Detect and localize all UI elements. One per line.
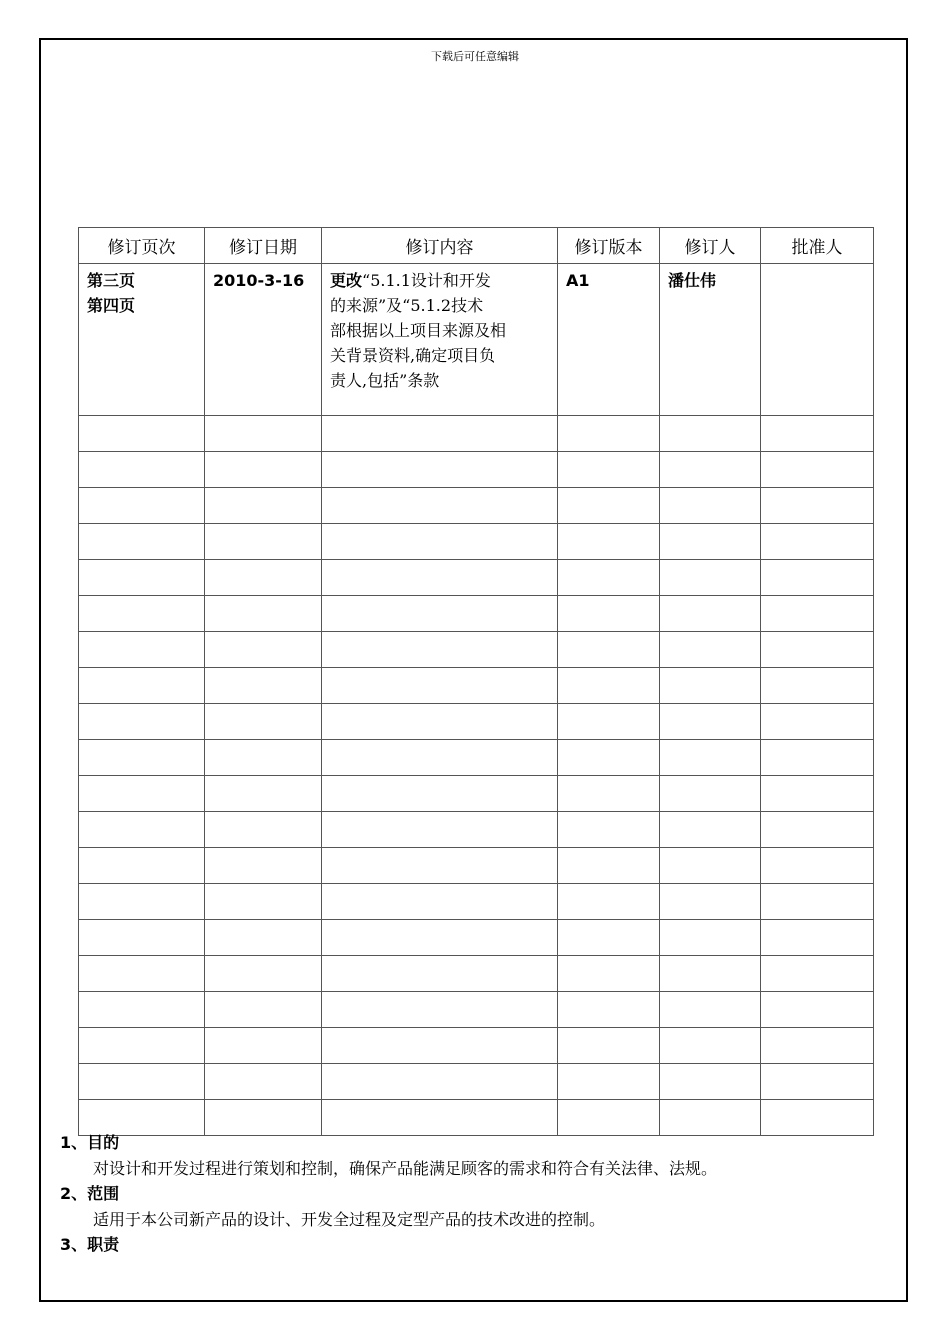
col-header-date: 修订日期 — [205, 228, 322, 264]
table-cell-empty — [558, 1100, 660, 1136]
table-cell-empty — [322, 596, 558, 632]
cell-reviser — [660, 264, 761, 416]
col-header-version: 修订版本 — [558, 228, 660, 264]
cell-version — [558, 264, 660, 416]
content-line: 的来源”及“5.1.2技术 — [330, 296, 484, 315]
table-cell-empty — [761, 560, 874, 596]
table-cell-empty — [322, 884, 558, 920]
col-header-approver: 批准人 — [761, 228, 874, 264]
section-body-purpose: 对设计和开发过程进行策划和控制，确保产品能满足顾客的需求和符合有关法律、法规。 — [93, 1159, 718, 1178]
table-cell-empty — [79, 632, 205, 668]
table-cell-empty — [205, 452, 322, 488]
revision-version: A1 — [566, 271, 590, 290]
table-cell-empty — [660, 884, 761, 920]
table-cell-empty — [322, 524, 558, 560]
table-cell-empty — [660, 668, 761, 704]
table-cell-empty — [205, 1028, 322, 1064]
cell-content — [322, 264, 558, 416]
content-text: “5.1.1设计和开发 — [362, 271, 491, 290]
table-cell-empty — [660, 740, 761, 776]
table-cell-empty — [79, 884, 205, 920]
table-cell-empty — [322, 488, 558, 524]
header-note: 下载后可任意编辑 — [431, 50, 519, 63]
table-cell-empty — [79, 704, 205, 740]
content-line: 关背景资料,确定项目负 — [330, 346, 496, 365]
table-cell-empty — [79, 488, 205, 524]
table-cell-empty — [205, 668, 322, 704]
table-row-empty — [79, 956, 874, 992]
table-cell-empty — [660, 1100, 761, 1136]
table-cell-empty — [660, 812, 761, 848]
table-cell-empty — [322, 956, 558, 992]
table-cell-empty — [761, 668, 874, 704]
table-cell-empty — [558, 848, 660, 884]
table-cell-empty — [558, 956, 660, 992]
table-cell-empty — [761, 632, 874, 668]
table-row-empty — [79, 776, 874, 812]
table-row-empty — [79, 632, 874, 668]
content-line — [330, 268, 549, 293]
table-cell-empty — [79, 776, 205, 812]
table-cell-empty — [558, 416, 660, 452]
table-row-empty — [79, 704, 874, 740]
table-cell-empty — [761, 596, 874, 632]
table-cell-empty — [660, 704, 761, 740]
table-cell-empty — [79, 524, 205, 560]
table-cell-empty — [761, 956, 874, 992]
table-cell-empty — [660, 452, 761, 488]
table-cell-empty — [558, 668, 660, 704]
table-cell-empty — [79, 920, 205, 956]
table-row-empty — [79, 884, 874, 920]
table-cell-empty — [322, 1100, 558, 1136]
table-cell-empty — [761, 920, 874, 956]
table-cell-empty — [660, 416, 761, 452]
table-cell-empty — [761, 452, 874, 488]
section-title-responsibility: 3、职责 — [60, 1235, 120, 1254]
content-line: 责人,包括”条款 — [330, 371, 440, 390]
table-cell-empty — [79, 452, 205, 488]
table-cell-empty — [79, 668, 205, 704]
table-cell-empty — [205, 524, 322, 560]
table-cell-empty — [761, 776, 874, 812]
col-header-reviser: 修订人 — [660, 228, 761, 264]
table-cell-empty — [761, 848, 874, 884]
table-cell-empty — [558, 632, 660, 668]
section-body-scope: 适用于本公司新产品的设计、开发全过程及定型产品的技术改进的控制。 — [93, 1210, 606, 1229]
table-row-empty — [79, 596, 874, 632]
table-cell-empty — [205, 740, 322, 776]
table-cell-empty — [79, 848, 205, 884]
cell-date — [205, 264, 322, 416]
table-cell-empty — [205, 1100, 322, 1136]
table-cell-empty — [660, 776, 761, 812]
table-row-empty — [79, 452, 874, 488]
table-cell-empty — [761, 740, 874, 776]
table-cell-empty — [761, 416, 874, 452]
table-cell-empty — [322, 812, 558, 848]
table-row-empty — [79, 920, 874, 956]
table-cell-empty — [205, 488, 322, 524]
table-cell-empty — [322, 1028, 558, 1064]
col-header-pages: 修订页次 — [79, 228, 205, 264]
table-cell-empty — [322, 560, 558, 596]
table-cell-empty — [205, 956, 322, 992]
table-cell-empty — [761, 812, 874, 848]
table-cell-empty — [322, 776, 558, 812]
section-title-scope: 2、范围 — [60, 1184, 120, 1203]
table-cell-empty — [660, 1028, 761, 1064]
table-cell-empty — [558, 560, 660, 596]
table-row-empty — [79, 992, 874, 1028]
table-cell-empty — [322, 668, 558, 704]
table-cell-empty — [761, 884, 874, 920]
table-cell-empty — [558, 488, 660, 524]
table-cell-empty — [322, 416, 558, 452]
table-cell-empty — [79, 560, 205, 596]
table-header-row — [79, 228, 874, 264]
page-ref: 第四页 — [87, 296, 136, 315]
revision-date: 2010-3-16 — [213, 271, 305, 290]
table-cell-empty — [322, 740, 558, 776]
table-row-empty — [79, 668, 874, 704]
table-cell-empty — [660, 524, 761, 560]
table-cell-empty — [322, 848, 558, 884]
table-cell-empty — [761, 524, 874, 560]
col-header-content: 修订内容 — [322, 228, 558, 264]
table-cell-empty — [660, 992, 761, 1028]
table-row-empty — [79, 416, 874, 452]
table-cell-empty — [205, 416, 322, 452]
table-cell-empty — [558, 1064, 660, 1100]
table-cell-empty — [660, 632, 761, 668]
table-cell-empty — [761, 704, 874, 740]
table-cell-empty — [205, 596, 322, 632]
table-cell-empty — [205, 812, 322, 848]
table-row — [79, 264, 874, 416]
table-row-empty — [79, 488, 874, 524]
table-cell-empty — [558, 704, 660, 740]
table-row-empty — [79, 740, 874, 776]
table-cell-empty — [205, 1064, 322, 1100]
table-cell-empty — [558, 740, 660, 776]
table-cell-empty — [660, 956, 761, 992]
table-cell-empty — [205, 884, 322, 920]
cell-approver — [761, 264, 874, 416]
table-cell-empty — [79, 416, 205, 452]
table-cell-empty — [558, 1028, 660, 1064]
table-row-empty — [79, 812, 874, 848]
table-cell-empty — [205, 848, 322, 884]
table-cell-empty — [79, 992, 205, 1028]
table-cell-empty — [322, 992, 558, 1028]
table-row-empty — [79, 524, 874, 560]
table-cell-empty — [660, 1064, 761, 1100]
table-cell-empty — [761, 1064, 874, 1100]
table-cell-empty — [322, 1064, 558, 1100]
table-cell-empty — [322, 632, 558, 668]
table-cell-empty — [558, 812, 660, 848]
table-cell-empty — [205, 560, 322, 596]
table-cell-empty — [558, 524, 660, 560]
table-cell-empty — [660, 596, 761, 632]
table-cell-empty — [322, 452, 558, 488]
table-cell-empty — [79, 1064, 205, 1100]
table-cell-empty — [761, 1100, 874, 1136]
reviser-name: 潘仕伟 — [668, 271, 717, 290]
table-cell-empty — [558, 452, 660, 488]
revision-table — [78, 227, 874, 1136]
table-row-empty — [79, 848, 874, 884]
table-row-empty — [79, 1100, 874, 1136]
table-cell-empty — [322, 704, 558, 740]
table-cell-empty — [79, 596, 205, 632]
table-row-empty — [79, 1028, 874, 1064]
table-cell-empty — [205, 920, 322, 956]
table-cell-empty — [558, 776, 660, 812]
content-line: 部根据以上项目来源及相 — [330, 321, 507, 340]
table-cell-empty — [79, 1028, 205, 1064]
table-cell-empty — [660, 488, 761, 524]
table-cell-empty — [660, 920, 761, 956]
table-cell-empty — [558, 596, 660, 632]
table-cell-empty — [205, 776, 322, 812]
page-ref: 第三页 — [87, 271, 136, 290]
table-cell-empty — [558, 992, 660, 1028]
table-cell-empty — [205, 992, 322, 1028]
table-cell-empty — [205, 704, 322, 740]
table-cell-empty — [660, 560, 761, 596]
table-cell-empty — [660, 848, 761, 884]
table-cell-empty — [322, 920, 558, 956]
table-cell-empty — [558, 920, 660, 956]
table-cell-empty — [761, 992, 874, 1028]
table-cell-empty — [558, 884, 660, 920]
cell-pages — [79, 264, 205, 416]
table-cell-empty — [761, 1028, 874, 1064]
table-cell-empty — [205, 632, 322, 668]
table-row-empty — [79, 1064, 874, 1100]
table-cell-empty — [79, 812, 205, 848]
section-title-purpose: 1、目的 — [60, 1133, 120, 1152]
content-bold: 更改 — [330, 271, 363, 290]
table-cell-empty — [761, 488, 874, 524]
table-cell-empty — [79, 740, 205, 776]
table-cell-empty — [79, 956, 205, 992]
table-row-empty — [79, 560, 874, 596]
